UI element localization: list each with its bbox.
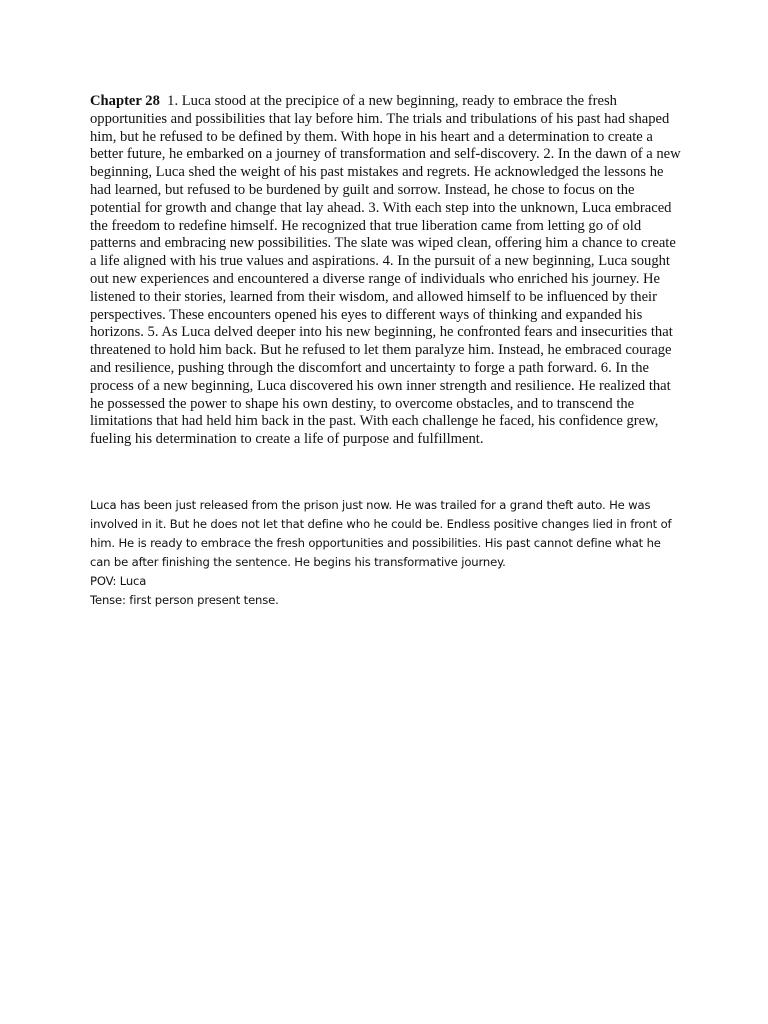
synopsis-text: Luca has been just released from the prison just now. He was trailed for a grand theft auto. He was involved in it. But he does not let that define who he could be. Endless positive changes lied in front of him. He is ready to embrace the fresh opportunities and possibilities. His past cannot define what he can be after finishing the sentence. He begins his transformative journey. [90,498,672,569]
chapter-text [90,93,682,449]
writing-notes [90,496,682,610]
tense-line: Tense: first person present tense. [90,593,279,607]
pov-line: POV: Luca [90,574,147,588]
chapter-body: 1. Luca stood at the precipice of a new beginning, ready to embrace the fresh opportunities and possibilities that lay before him. The trials and tribulations of his past had shaped him, but he refused to be defined by them. With hope in his heart and a determination to create a better future, he embarked on a journey of transformation and self-discovery. 2. In the dawn of a new beginning, Luca shed the weight of his past mistakes and regrets. He acknowledged the lessons he had learned, but refused to be burdened by guilt and sorrow. Instead, he chose to focus on the potential for growth and change that lay ahead. 3. With each step into the unknown, Luca embraced the freedom to redefine himself. He recognized that true liberation came from letting go of old patterns and embracing new possibilities. The slate was wiped clean, offering him a chance to create a life aligned with his true values and aspirations. 4. In the pursuit of a new beginning, Luca sought out new experiences and encountered a diverse range of individuals who enriched his journey. He listened to their stories, learned from their wisdom, and allowed himself to be influenced by their perspectives. These encounters opened his eyes to different ways of thinking and expanded his horizons. 5. As Luca delved deeper into his new beginning, he confronted fears and insecurities that threatened to hold him back. But he refused to let them paralyze him. Instead, he embraced courage and resilience, pushing through the discomfort and uncertainty to forge a path forward. 6. In the process of a new beginning, Luca discovered his own inner strength and resilience. He realized that he possessed the power to shape his own destiny, to overcome obstacles, and to transcend the limitations that had held him back in the past. With each challenge he faced, his confidence grew, fueling his determination to create a life of purpose and fulfillment. [90,93,681,448]
chapter-title: Chapter 28 [90,93,160,109]
